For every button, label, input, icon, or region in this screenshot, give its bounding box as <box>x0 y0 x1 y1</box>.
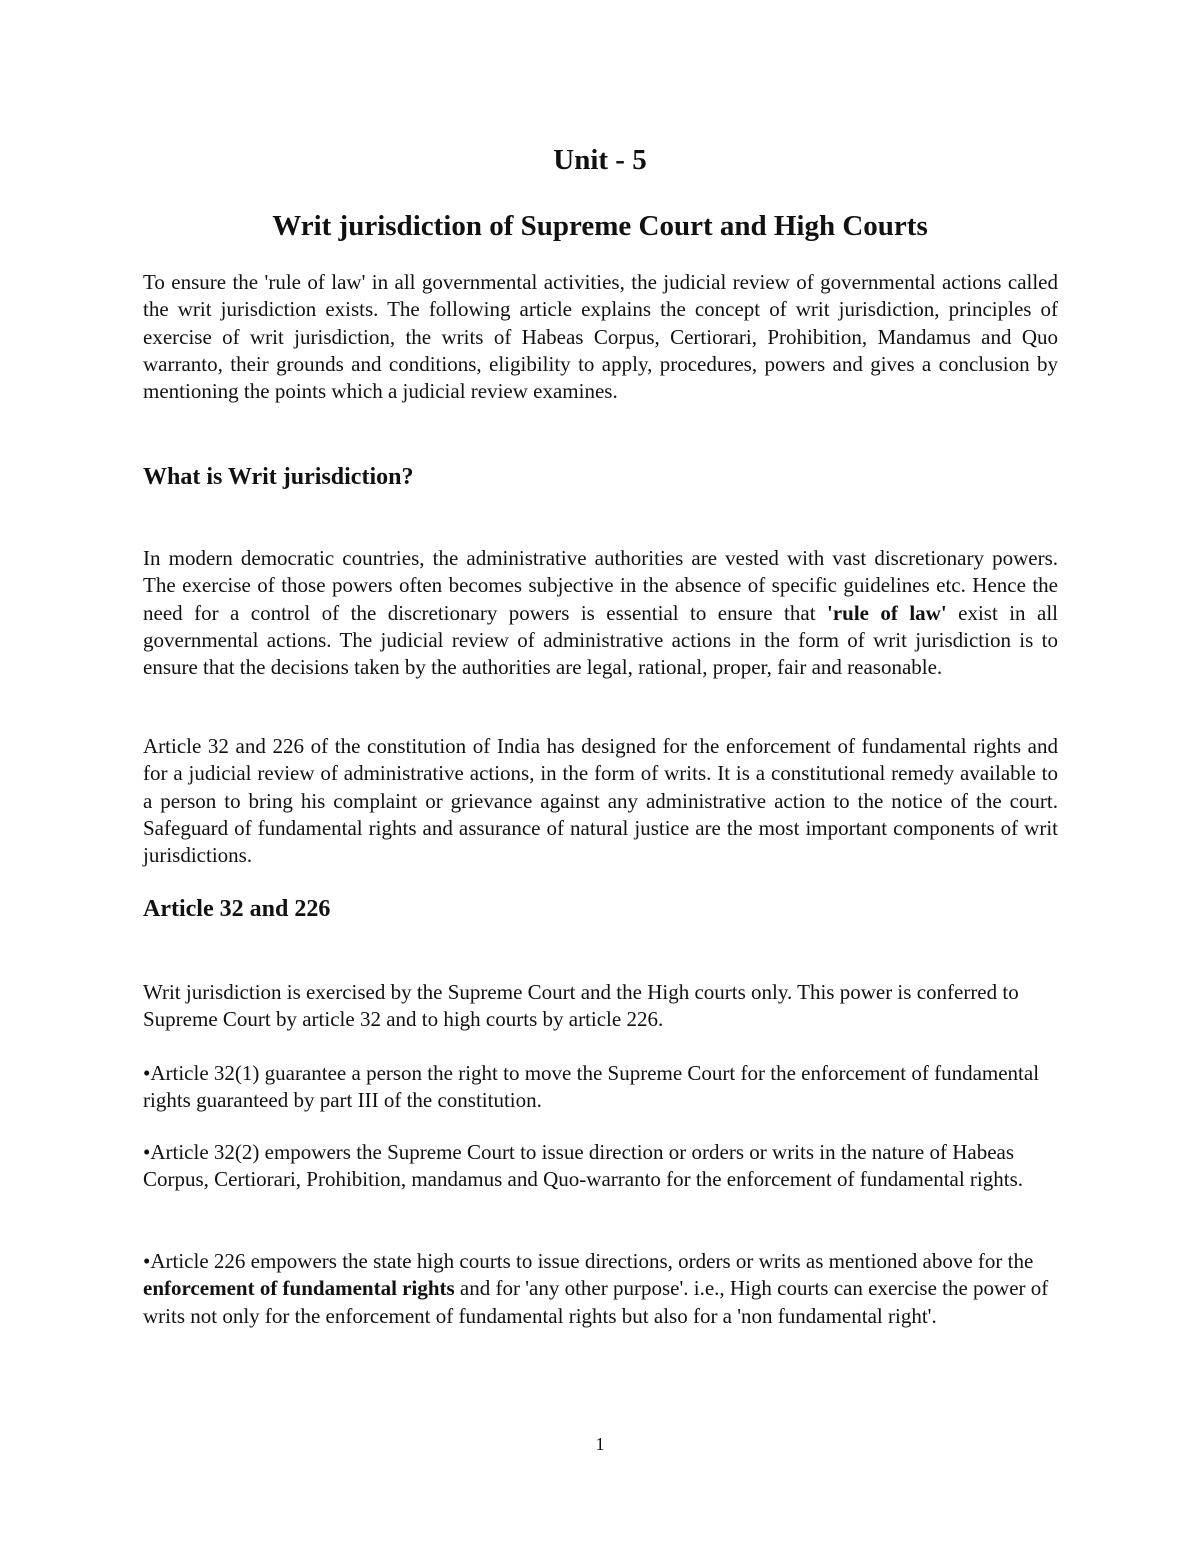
paragraph-text: In modern democratic countries, the administrative authorities are vested with vast discretionary powers. The exercise of those powers often becomes subjective in the absence of specific guidelines etc. Hence the need for a control of the discretionary powers is essential to ensure that <box>143 546 1058 625</box>
bullet-text: •Article 226 empowers the state high courts to issue directions, orders or writs as mentioned above for the <box>143 1249 1034 1273</box>
unit-title: Unit - 5 <box>553 144 647 176</box>
paragraph-article-32-226: Article 32 and 226 of the constitution of India has designed for the enforcement of fundamental rights and for a judicial review of administrative actions, in the form of writs. It is a constitutional remedy available to a person to bring his complaint or grievance against any administrative action to the notice of the court. Safeguard of fundamental rights and assurance of natural justice are the most important components of writ jurisdictions. <box>143 734 1058 868</box>
paragraph-text: exist in all governmental actions. The judicial review of administrative actions in the form of writ jurisdiction is to ensure that the decisions taken by the authorities are legal, rational, proper, fair and reasonable. <box>143 600 1058 680</box>
page-title: Writ jurisdiction of Supreme Court and High Courts <box>272 210 928 242</box>
paragraph-modern-democracies <box>143 545 1058 681</box>
bullet-article-32-2: •Article 32(2) empowers the Supreme Court to issue direction or orders or writs in the nature of Habeas Corpus, Certiorari, Prohibition, mandamus and Quo-warranto for the enforcement of fundamental rights. <box>143 1140 1024 1192</box>
intro-paragraph: To ensure the 'rule of law' in all governmental activities, the judicial review of governmental actions called the writ jurisdiction exists. The following article explains the concept of writ jurisdiction, principles of exercise of writ jurisdiction, the writs of Habeas Corpus, Certiorari, Prohibition, Mandamus and Quo warranto, their grounds and conditions, eligibility to apply, procedures, powers and gives a conclusion by mentioning the points which a judicial review examines. <box>143 270 1058 404</box>
bold-enforcement-of-fundamental-rights: enforcement of fundamental rights <box>143 1276 455 1301</box>
heading-what-is-writ-jurisdiction: What is Writ jurisdiction? <box>143 464 414 490</box>
paragraph-writ-exercised: Writ jurisdiction is exercised by the Supreme Court and the High courts only. This power is conferred to Supreme Court by article 32 and to high courts by article 226. <box>143 980 1019 1032</box>
page-number: 1 <box>595 1434 605 1454</box>
bold-rule-of-law: 'rule of law' <box>826 600 947 625</box>
bullet-article-226 <box>143 1248 1058 1330</box>
heading-article-32-and-226: Article 32 and 226 <box>143 896 331 922</box>
bullet-text: and for 'any other purpose'. i.e., High courts can exercise the power of writs not only for the enforcement of fundamental rights but also for a 'non fundamental right'. <box>143 1276 1049 1328</box>
bullet-article-32-1: •Article 32(1) guarantee a person the right to move the Supreme Court for the enforcement of fundamental rights guaranteed by part III of the constitution. <box>143 1061 1040 1113</box>
